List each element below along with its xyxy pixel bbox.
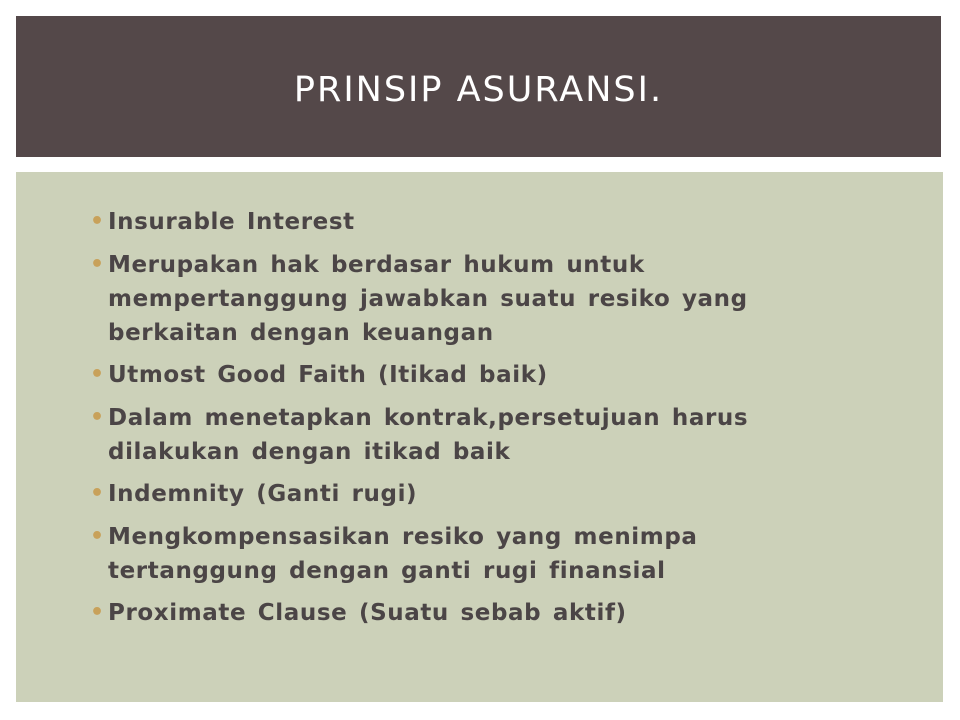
bullet-item <box>90 520 810 588</box>
bullet-item <box>90 358 810 392</box>
bullet-text: Insurable Interest <box>108 209 355 235</box>
content-box <box>16 172 943 702</box>
bullet-text: Mengkompensasikan resiko yang menimpa tertanggung dengan ganti rugi finansial <box>108 523 698 584</box>
bullet-icon: • <box>90 209 105 234</box>
bullet-icon: • <box>90 600 105 625</box>
bullet-text: Dalam menetapkan kontrak,persetujuan harus dilakukan dengan itikad baik <box>108 404 749 465</box>
bullet-icon: • <box>90 362 105 387</box>
bullet-icon: • <box>90 481 105 506</box>
bullet-icon: • <box>90 404 105 430</box>
bullet-item <box>90 248 810 350</box>
bullet-item <box>90 205 810 239</box>
bullet-list <box>90 205 810 639</box>
bullet-icon: • <box>90 523 105 549</box>
bullet-icon: • <box>90 251 105 277</box>
bullet-text: Proximate Clause (Suatu sebab aktif) <box>108 600 627 626</box>
title-bar <box>16 16 941 157</box>
bullet-text: Merupakan hak berdasar hukum untuk mempertanggung jawabkan suatu resiko yang berkaitan dengan keuangan <box>108 251 748 346</box>
bullet-text: Indemnity (Ganti rugi) <box>108 481 418 507</box>
slide-title: PRINSIP ASURANSI. <box>293 69 664 110</box>
bullet-item <box>90 477 810 511</box>
bullet-item <box>90 596 810 630</box>
bullet-item <box>90 401 810 469</box>
bullet-text: Utmost Good Faith (Itikad baik) <box>108 362 548 388</box>
